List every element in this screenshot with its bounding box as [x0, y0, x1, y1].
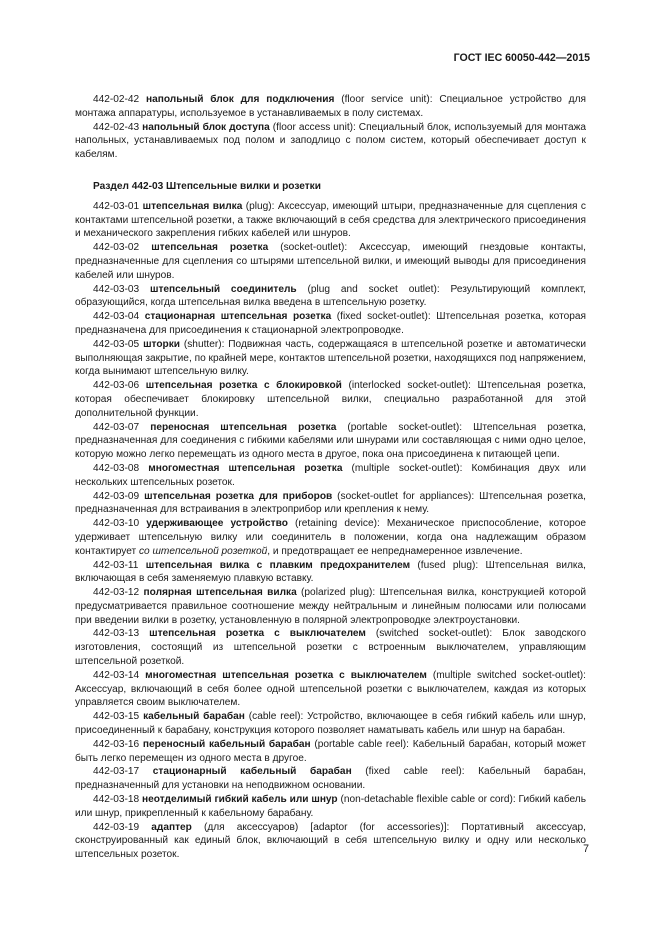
document-body [75, 93, 586, 862]
term-name: шторки [143, 338, 180, 350]
term-entry [75, 200, 586, 241]
term-entry [75, 379, 586, 420]
term-entry [75, 710, 586, 738]
term-definition: (plug): Аксессуар, имеющий штыри, предназначенные для сцепления с контактами штепсельной розетки, а также включающий в себя средства для электрического присоединения и механического закрепления гибких кабелей или шнуров. [75, 200, 586, 240]
term-code: 442-03-18 [93, 794, 140, 806]
term-name: штепсельная вилка [142, 200, 243, 212]
term-entry [75, 121, 586, 162]
term-code: 442-03-05 [93, 338, 140, 350]
term-entry [75, 517, 586, 558]
term-entry [75, 765, 586, 793]
term-entry [75, 738, 586, 766]
term-name: переносный кабельный барабан [142, 738, 311, 750]
term-definition: (retaining device): Механическое приспособление, которое удерживает штепсельную вилку или соединитель в положении, когда она надлежащим образом контактирует [75, 518, 586, 557]
term-definition: (polarized plug): Штепсельная вилка, конструкцией которой предусматривается правильное соотношение между нейтральным и линейным полюсами или полюсами при введении вилки в розетку, установленную в полярной электропроводке электроустановки. [75, 587, 586, 626]
term-name: переносная штепсельная розетка [150, 421, 337, 433]
term-entry [75, 490, 586, 518]
term-code: 442-03-08 [93, 462, 140, 474]
term-definition: (switched socket-outlet): Блок заводского изготовления, состоящий из штепсельной розетки с встроенным выключателем, управляющим штепсельной розеткой. [75, 628, 586, 668]
term-reference: со штепсельной розеткой [138, 545, 268, 557]
term-code: 442-02-43 [93, 121, 140, 133]
entry-list-442-03 [75, 200, 586, 862]
term-definition: (fixed socket-outlet): Штепсельная розетка, которая предназначена для присоединения к стационарной электропроводке. [75, 311, 586, 336]
term-code: 442-03-06 [93, 380, 140, 392]
term-definition: (cable reel): Устройство, включающее в себя гибкий кабель или шнур, присоединенный к барабану, конструкция которого позволяет наматывать кабель или шнур на барабан. [75, 711, 586, 737]
term-name: штепсельная розетка с выключателем [149, 628, 366, 640]
term-name: штепсельная розетка для приборов [144, 490, 333, 502]
term-code: 442-03-11 [93, 559, 139, 571]
term-name: многоместная штепсельная розетка с выключателем [145, 669, 427, 681]
term-name: штепсельная розетка с блокировкой [145, 380, 342, 392]
term-code: 442-03-17 [93, 766, 140, 778]
term-entry [75, 559, 586, 587]
term-name: стационарная штепсельная розетка [144, 311, 332, 323]
term-entry [75, 338, 586, 379]
term-definition: (shutter): Подвижная часть, содержащаяся в штепсельной розетке и автоматически выполняющая закрытие, по крайней мере, контактов штепсельной розетки, находящихся под напряжением, когда вынимают штепсельную вилку. [75, 338, 586, 378]
term-definition-continued: , и предотвращает ее непреднамеренное извлечение. [267, 545, 523, 557]
term-code: 442-03-13 [93, 628, 140, 640]
term-code: 442-03-19 [93, 821, 140, 833]
term-entry [75, 793, 586, 821]
term-name: штепсельная розетка [151, 242, 269, 254]
term-name: адаптер [151, 821, 192, 833]
term-name: стационарный кабельный барабан [152, 766, 352, 778]
term-name: удерживающее устройство [146, 518, 288, 530]
term-entry [75, 462, 586, 490]
term-definition: (socket-outlet): Аксессуар, имеющий гнездовые контакты, предназначенные для сцепления со штырями штепсельной вилки, и имеющий выводы для присоединения кабелей или шнуров. [75, 242, 586, 281]
term-code: 442-03-03 [93, 283, 140, 295]
term-definition: (fixed cable reel): Кабельный барабан, предназначенный для установки на неподвижном основании. [75, 766, 586, 792]
term-code: 442-03-15 [93, 711, 140, 723]
term-definition: (plug and socket outlet): Результирующий комплект, образующийся, когда штепсельная вилка введена в штепсельную розетку. [75, 283, 586, 309]
term-definition: (multiple switched socket-outlet): Аксессуар, включающий в себя более одной штепсельной розетки с выключателем, каждая из которых управляется своим выключателем. [75, 669, 586, 709]
term-entry [75, 586, 586, 627]
term-definition: (multiple socket-outlet): Комбинация двух или нескольких штепсельных розеток. [75, 462, 586, 488]
term-definition: (socket-outlet for appliances): Штепсельная розетка, предназначенная для встраивания в электроприбор или крепления к нему. [75, 490, 586, 516]
term-entry [75, 421, 586, 462]
term-entry [75, 93, 586, 121]
term-definition: (interlocked socket-outlet): Штепсельная розетка, которая обеспечивает блокировку штепсельной вилки, специально разработанной для этой дополнительной функции. [75, 380, 586, 419]
term-definition: (portable socket-outlet): Штепсельная розетка, предназначенная для соединения с гибкими кабелями или шнурами или составляющая с ними одно целое, которую можно легко перемещать из одного места в другое, пока она присоединена к питающей цепи. [75, 421, 586, 461]
term-name: кабельный барабан [143, 711, 245, 723]
term-entry [75, 310, 586, 338]
term-name: многоместная штепсельная розетка [148, 462, 343, 474]
term-code: 442-03-12 [93, 587, 140, 599]
section-heading: Раздел 442-03 Штепсельные вилки и розетки [93, 180, 321, 192]
term-definition: (для аксессуаров) [adaptor (for accessories)]: Портативный аксессуар, сконструированный как единый блок, включающий в себя штепсельную вилку и одну или несколько штепсельных розеток. [75, 821, 586, 861]
entry-list-442-02 [75, 93, 586, 162]
term-name: напольный блок доступа [142, 121, 270, 133]
term-code: 442-03-09 [93, 490, 140, 502]
term-name: штепсельный соединитель [150, 283, 297, 295]
document-header: ГОСТ IEC 60050-442—2015 [453, 52, 590, 64]
term-entry [75, 283, 586, 311]
term-definition: (non-detachable flexible cable or cord): Гибкий кабель или шнур, прикрепленный к кабельному барабану. [75, 794, 586, 819]
term-definition: (floor access unit): Специальный блок, используемый для монтажа напольных, устанавливаемых под полом и заподлицо с полом систем, который обеспечивает доступ к кабелям. [75, 121, 586, 161]
term-entry [75, 627, 586, 668]
term-code: 442-03-16 [93, 738, 140, 750]
term-entry [75, 821, 586, 862]
page-number: 7 [583, 843, 589, 855]
term-code: 442-03-10 [93, 518, 140, 530]
term-code: 442-02-42 [93, 94, 140, 105]
term-code: 442-03-04 [93, 311, 140, 323]
term-name: напольный блок для подключения [146, 94, 335, 105]
term-code: 442-03-01 [93, 200, 140, 212]
term-entry [75, 241, 586, 282]
term-code: 442-03-02 [93, 242, 140, 254]
term-name: штепсельная вилка с плавким предохранителем [145, 559, 411, 571]
term-code: 442-03-14 [93, 669, 140, 681]
term-code: 442-03-07 [93, 421, 140, 433]
term-definition: (floor service unit): Специальное устройство для монтажа аппаратуры, используемое в устанавливаемых в полу системах. [75, 94, 586, 119]
term-name: полярная штепсельная вилка [143, 587, 297, 599]
term-name: неотделимый гибкий кабель или шнур [142, 794, 338, 806]
term-definition: (portable cable reel): Кабельный барабан, который может быть легко перемещен из одного места в другое. [75, 738, 586, 764]
term-entry [75, 669, 586, 710]
term-definition: (fused plug): Штепсельная вилка, включающая в себя заменяемую плавкую вставку. [75, 559, 586, 585]
